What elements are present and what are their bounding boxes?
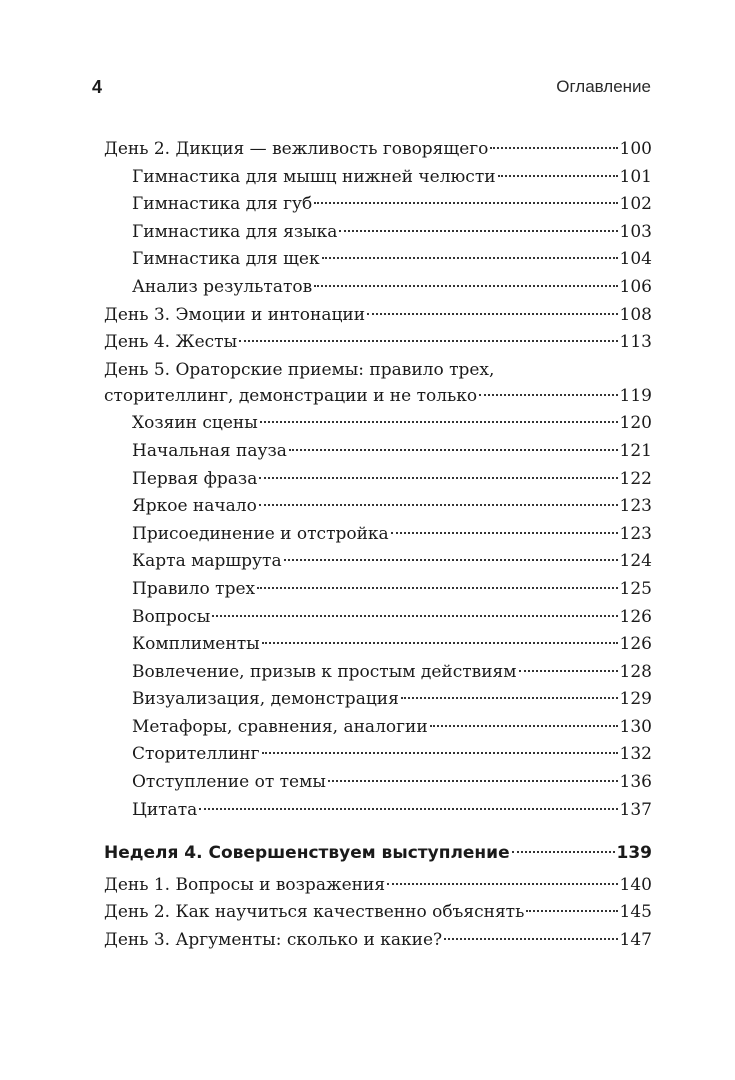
toc-entry[interactable] bbox=[104, 631, 652, 659]
dot-leader bbox=[328, 780, 618, 782]
page-number: 4 bbox=[92, 76, 103, 97]
table-of-contents bbox=[104, 136, 652, 955]
toc-entry-page: 100 bbox=[619, 139, 652, 159]
toc-entry-title: Неделя 4. Совершенствуем выступление bbox=[104, 843, 510, 864]
toc-entry[interactable] bbox=[104, 466, 652, 494]
toc-entry-page: 103 bbox=[619, 221, 652, 242]
toc-entry-title: Первая фраза bbox=[132, 468, 258, 489]
dot-leader bbox=[314, 202, 617, 204]
toc-entry-page: 120 bbox=[619, 413, 652, 434]
dot-leader bbox=[212, 615, 617, 617]
toc-entry-page: 101 bbox=[619, 166, 652, 187]
toc-entry-page: 102 bbox=[619, 194, 652, 215]
running-head: Оглавление bbox=[556, 77, 651, 96]
toc-entry-page: 113 bbox=[619, 332, 652, 353]
toc-entry[interactable] bbox=[104, 769, 652, 797]
toc-entry[interactable] bbox=[104, 329, 652, 357]
toc-entry-title: Гимнастика для губ bbox=[132, 194, 313, 215]
toc-entry-second-line bbox=[104, 383, 652, 411]
toc-entry[interactable] bbox=[104, 604, 652, 632]
toc-entry-title: Анализ результатов bbox=[132, 276, 313, 297]
toc-entry-title: Вопросы bbox=[132, 606, 211, 627]
toc-entry-page: 139 bbox=[616, 843, 652, 864]
toc-entry-title: Вовлечение, призыв к простым действиям bbox=[132, 661, 517, 682]
toc-entry[interactable] bbox=[104, 686, 652, 714]
dot-leader bbox=[479, 394, 617, 396]
toc-entry-page: 137 bbox=[619, 799, 652, 820]
toc-entry-title: Гимнастика для мышц нижней челюсти bbox=[132, 166, 496, 187]
toc-entry[interactable] bbox=[104, 274, 652, 302]
toc-entry-title: Присоединение и отстройка bbox=[132, 523, 389, 544]
dot-leader bbox=[444, 938, 617, 940]
toc-entry-title: Гимнастика для щек bbox=[132, 249, 320, 270]
dot-leader bbox=[391, 532, 618, 534]
toc-entry[interactable] bbox=[104, 493, 652, 521]
toc-entry[interactable] bbox=[104, 438, 652, 466]
toc-entry-title: День 3. Аргументы: сколько и какие? bbox=[104, 930, 443, 951]
toc-entry-page: 140 bbox=[619, 874, 652, 895]
toc-entry[interactable] bbox=[104, 797, 652, 825]
toc-entry-title: Цитата bbox=[132, 799, 198, 820]
toc-entry-title: Комплименты bbox=[132, 634, 260, 655]
toc-entry-page: 119 bbox=[619, 385, 652, 406]
toc-entry-page: 129 bbox=[619, 689, 652, 710]
toc-entry[interactable] bbox=[104, 872, 652, 900]
toc-entry-page: 128 bbox=[619, 661, 652, 682]
dot-leader bbox=[257, 587, 617, 589]
dot-leader bbox=[239, 340, 617, 342]
toc-entry[interactable] bbox=[104, 246, 652, 274]
toc-entry-page: 125 bbox=[619, 578, 652, 599]
toc-entry[interactable] bbox=[104, 899, 652, 927]
dot-leader bbox=[259, 477, 617, 479]
dot-leader bbox=[199, 808, 617, 810]
toc-entry[interactable] bbox=[104, 136, 652, 164]
toc-entry-title: Метафоры, сравнения, аналогии bbox=[132, 716, 428, 737]
toc-entry-title: Сторителлинг bbox=[132, 744, 260, 765]
dot-leader bbox=[526, 910, 617, 912]
dot-leader bbox=[367, 313, 617, 315]
toc-entry-page: 130 bbox=[619, 716, 652, 737]
toc-entry-page: 123 bbox=[619, 496, 652, 517]
dot-leader bbox=[490, 147, 617, 149]
toc-entry-title: Отступление от темы bbox=[132, 772, 326, 793]
dot-leader bbox=[430, 725, 618, 727]
toc-entry-page: 121 bbox=[619, 440, 652, 461]
dot-leader bbox=[322, 257, 618, 259]
toc-entry-page: 122 bbox=[619, 468, 652, 489]
dot-leader bbox=[284, 559, 618, 561]
dot-leader bbox=[401, 697, 618, 699]
toc-entry-page: 126 bbox=[619, 634, 652, 655]
dot-leader bbox=[262, 642, 618, 644]
dot-leader bbox=[289, 449, 618, 451]
toc-entry-page: 136 bbox=[619, 772, 652, 793]
dot-leader bbox=[387, 883, 618, 885]
toc-entry-multiline[interactable] bbox=[104, 357, 652, 411]
toc-entry-title-line2: сторителлинг, демонстрации и не только bbox=[104, 385, 478, 406]
toc-entry[interactable] bbox=[104, 576, 652, 604]
toc-entry[interactable] bbox=[104, 927, 652, 955]
dot-leader bbox=[512, 851, 615, 853]
toc-entry[interactable] bbox=[104, 410, 652, 438]
toc-entry[interactable] bbox=[104, 521, 652, 549]
toc-entry[interactable] bbox=[104, 191, 652, 219]
toc-entry-title: Хозяин сцены bbox=[132, 413, 258, 434]
toc-entry[interactable] bbox=[104, 548, 652, 576]
toc-entry-title: Яркое начало bbox=[132, 496, 257, 517]
dot-leader bbox=[498, 175, 618, 177]
dot-leader bbox=[260, 421, 618, 423]
toc-entry[interactable] bbox=[104, 164, 652, 192]
toc-entry-page: 147 bbox=[619, 930, 652, 951]
toc-week-heading[interactable] bbox=[104, 840, 652, 868]
toc-entry-title: Карта маршрута bbox=[132, 551, 282, 572]
toc-entry-page: 124 bbox=[619, 551, 652, 572]
toc-entry-page: 106 bbox=[619, 276, 652, 297]
toc-entry-page: 126 bbox=[619, 606, 652, 627]
toc-entry-title: День 2. Как научиться качественно объяснять bbox=[104, 902, 525, 923]
toc-entry-page: 145 bbox=[619, 902, 652, 923]
page-header bbox=[92, 75, 651, 99]
toc-entry-title-line1: День 5. Ораторские приемы: правило трех, bbox=[104, 359, 495, 380]
toc-entry-title: Визуализация, демонстрация bbox=[132, 689, 399, 710]
toc-entry-title: День 2. Дикция — вежливость говорящего bbox=[104, 139, 489, 159]
dot-leader bbox=[339, 230, 617, 232]
toc-entry-title: Гимнастика для языка bbox=[132, 221, 338, 242]
toc-entry-title: День 1. Вопросы и возражения bbox=[104, 874, 386, 895]
toc-entry-page: 104 bbox=[619, 249, 652, 270]
toc-entry[interactable] bbox=[104, 302, 652, 330]
toc-entry[interactable] bbox=[104, 714, 652, 742]
toc-entry[interactable] bbox=[104, 219, 652, 247]
dot-leader bbox=[259, 504, 618, 506]
toc-entry[interactable] bbox=[104, 741, 652, 769]
toc-entry-page: 123 bbox=[619, 523, 652, 544]
toc-entry-title: День 4. Жесты bbox=[104, 332, 238, 353]
toc-entry[interactable] bbox=[104, 659, 652, 687]
dot-leader bbox=[314, 285, 617, 287]
dot-leader bbox=[262, 752, 618, 754]
toc-entry-title: Правило трех bbox=[132, 578, 256, 599]
toc-entry-page: 132 bbox=[619, 744, 652, 765]
toc-entry-title: Начальная пауза bbox=[132, 440, 287, 461]
dot-leader bbox=[519, 670, 618, 672]
toc-entry-title: День 3. Эмоции и интонации bbox=[104, 304, 366, 325]
toc-entry-page: 108 bbox=[619, 304, 652, 325]
